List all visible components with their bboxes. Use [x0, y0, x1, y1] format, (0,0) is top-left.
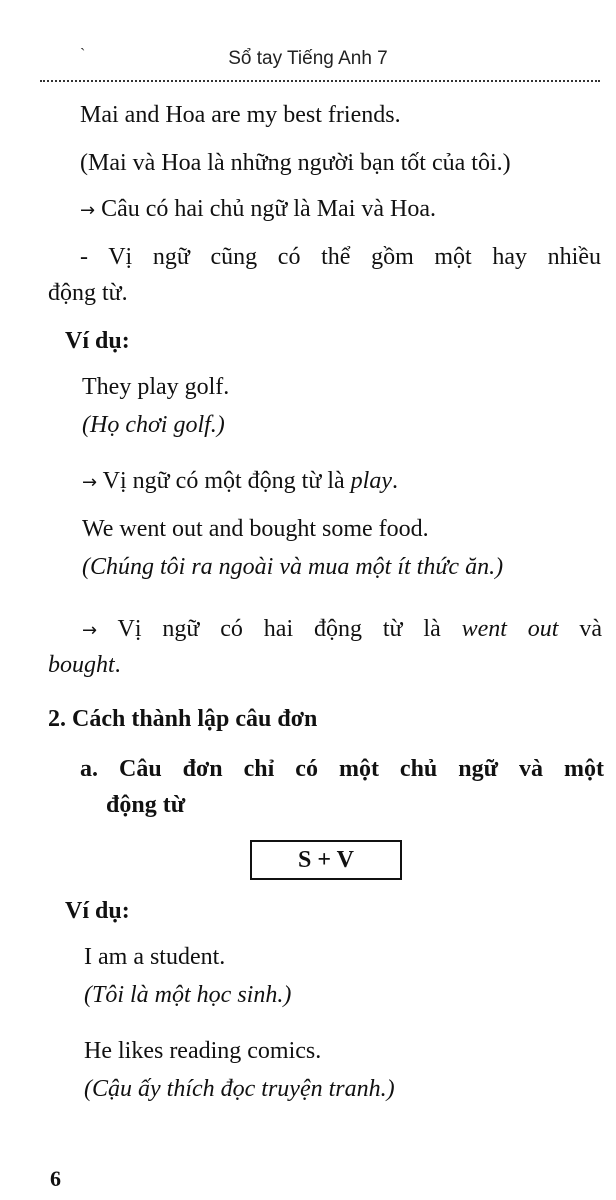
- translation-text: (Họ chơi golf.): [82, 412, 225, 438]
- example-sentence: I am a student.: [84, 944, 226, 970]
- example-sentence: Mai and Hoa are my best friends.: [80, 102, 401, 128]
- example-sentence: He likes reading comics.: [84, 1038, 322, 1064]
- note-text: Vị ngữ có một động từ là: [102, 468, 351, 494]
- arrow-icon: →: [82, 472, 98, 493]
- verb-term: play: [350, 468, 392, 494]
- note-text: Vị ngữ có hai động từ là: [117, 616, 462, 642]
- section-heading: 2. Cách thành lập câu đơn: [48, 706, 318, 732]
- translation-text: (Chúng tôi ra ngoài và mua một ít thức ăn.): [82, 554, 504, 580]
- translation-text: (Cậu ấy thích đọc truyện tranh.): [84, 1076, 395, 1102]
- note-line-continued: [48, 650, 121, 680]
- note-line: [80, 194, 436, 226]
- note-line: [82, 614, 602, 646]
- punctuation: .: [392, 468, 398, 494]
- arrow-icon: →: [80, 200, 96, 221]
- running-header: Sổ tay Tiếng Anh 7: [228, 48, 388, 69]
- page-number: 6: [50, 1166, 61, 1191]
- punctuation: .: [114, 652, 121, 678]
- subsection-heading: a. Câu đơn chỉ có một chủ ngữ và một: [80, 756, 604, 782]
- arrow-icon: →: [82, 620, 98, 641]
- note-text: Câu có hai chủ ngữ là Mai và Hoa.: [101, 196, 437, 222]
- note-line: [82, 466, 398, 498]
- header-mark: `: [80, 46, 86, 63]
- verb-term: went out: [461, 616, 559, 642]
- translation-text: (Tôi là một học sinh.): [84, 982, 292, 1008]
- conjunction: và: [558, 616, 602, 642]
- paragraph-line: - Vị ngữ cũng có thể gồm một hay nhiều: [80, 244, 601, 270]
- paragraph-line: động từ.: [48, 280, 128, 306]
- subsection-heading-continued: động từ: [106, 792, 186, 818]
- example-sentence: They play golf.: [82, 374, 230, 400]
- example-label: Ví dụ:: [65, 328, 130, 354]
- translation-text: (Mai và Hoa là những người bạn tốt của tôi.): [80, 150, 511, 176]
- example-sentence: We went out and bought some food.: [82, 516, 429, 542]
- verb-term: bought: [48, 652, 115, 678]
- formula-box: S + V: [250, 840, 402, 880]
- header-dotted-rule: [40, 80, 600, 82]
- example-label: Ví dụ:: [65, 898, 130, 924]
